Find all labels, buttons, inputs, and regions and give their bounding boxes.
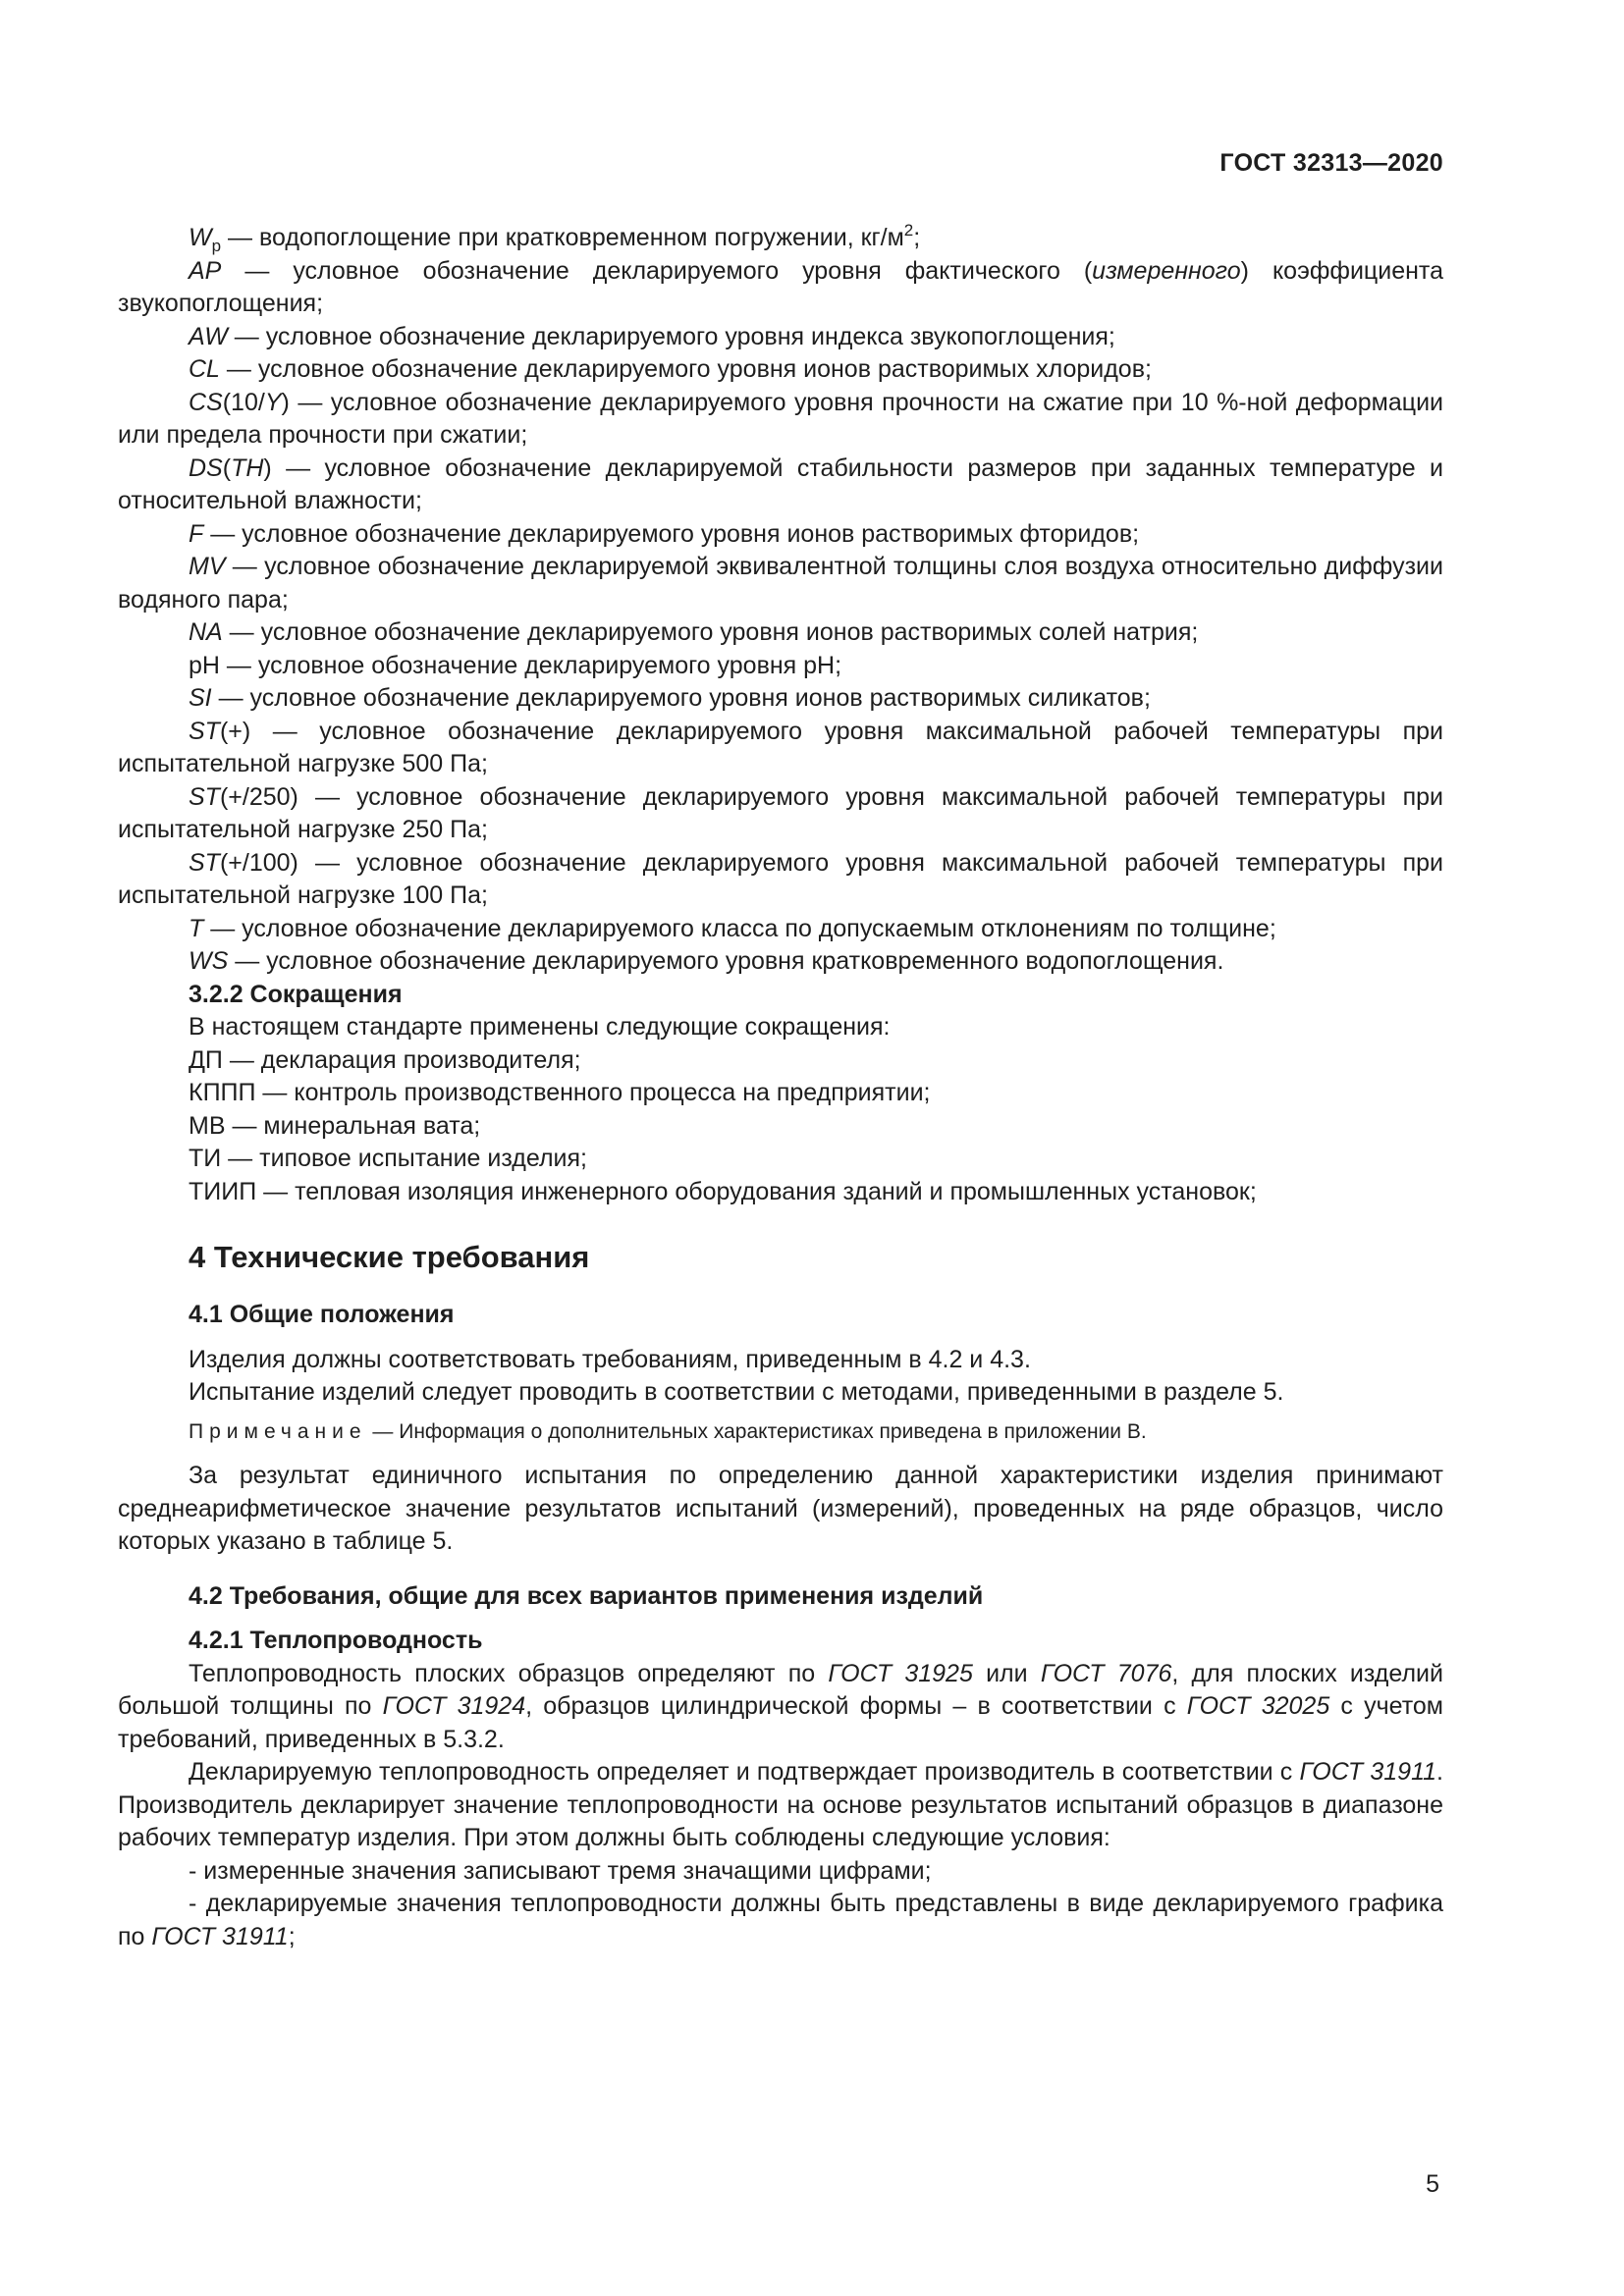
symbol-label: ST — [189, 848, 220, 877]
standard-reference: ГОСТ 31925 — [828, 1659, 973, 1687]
symbols-list — [118, 222, 1443, 979]
symbol-text: — условное обозначение декларируемого уровня ионов растворимых хлоридов; — [219, 355, 1152, 383]
symbol-label: W — [189, 224, 212, 251]
symbol-text: — условное обозначение декларируемого уровня ионов растворимых солей натрия; — [222, 618, 1199, 646]
symbol-label: NA — [189, 618, 223, 646]
abbr-heading: 3.2.2 Сокращения — [189, 980, 403, 1008]
symbol-label: T — [189, 914, 204, 942]
subsection-heading-4-1: 4.1 Общие положения — [189, 1301, 455, 1328]
abbr-item: ТИ — типовое испытание изделия; — [189, 1145, 587, 1172]
symbol-part: TH — [231, 454, 264, 482]
list-item — [118, 1888, 1443, 1953]
paragraph: Испытание изделий следует проводить в соответствии с методами, приведенными в разделе 5. — [189, 1378, 1284, 1406]
symbol-label: pH — [189, 651, 220, 679]
symbol-text: — водопоглощение при кратковременном погружении, кг/м — [221, 224, 904, 251]
symbol-part: ( — [222, 454, 232, 482]
symbol-text: — условное обозначение декларируемого уровня кратковременного водопоглощения. — [228, 947, 1224, 975]
symbol-part: (+/250) — [219, 782, 298, 811]
standard-reference: ГОСТ 7076 — [1040, 1659, 1172, 1687]
symbol-label: CL — [189, 355, 220, 383]
abbr-item: МВ — минеральная вата; — [189, 1111, 481, 1140]
text-run: с учетом требований, приведенных в 5.3.2. — [118, 1692, 1443, 1753]
symbol-definition — [118, 453, 1443, 518]
symbol-tail: ; — [913, 224, 921, 251]
symbol-part: (+/100) — [219, 848, 298, 877]
symbol-definition — [118, 650, 1443, 683]
symbol-part: Y — [264, 388, 282, 416]
symbol-definition — [118, 353, 1443, 387]
text-run: , для плоских изделий большой толщины по — [118, 1659, 1443, 1720]
page-header: ГОСТ 32313—2020 — [1219, 149, 1443, 177]
text-run: ; — [288, 1922, 296, 1950]
symbol-label: AW — [189, 322, 228, 350]
symbol-definition — [118, 847, 1443, 913]
abbr-item: ТИИП — тепловая изоляция инженерного оборудования зданий и промышленных установок; — [189, 1177, 1257, 1205]
symbol-text: — условное обозначение декларируемого уровня ионов растворимых силикатов; — [211, 684, 1151, 712]
symbol-definition — [118, 781, 1443, 847]
symbol-definition — [118, 716, 1443, 781]
paragraph — [118, 1756, 1443, 1855]
note-text: — Информация о дополнительных характеристиках приведена в приложении В. — [366, 1419, 1147, 1443]
symbol-text: — условное обозначение декларируемого уровня фактического ( — [221, 256, 1093, 285]
text-run: Теплопроводность плоских образцов определяют по — [189, 1659, 829, 1687]
symbol-superscript: 2 — [903, 221, 914, 240]
symbol-definition — [118, 222, 1443, 255]
symbol-label: MV — [189, 553, 226, 580]
standard-reference: ГОСТ 31924 — [382, 1692, 526, 1720]
text-run: - декларируемые значения теплопроводности должны быть представлены в виде декларируемого графика по — [118, 1890, 1443, 1950]
symbol-part: (+) — [219, 717, 251, 745]
note — [118, 1415, 1443, 1449]
symbol-label: AP — [189, 256, 222, 285]
abbr-intro: В настоящем стандарте применены следующие сокращения: — [189, 1013, 891, 1041]
symbol-subscript: p — [211, 237, 222, 255]
symbol-definition — [118, 913, 1443, 946]
symbol-definition — [118, 682, 1443, 716]
symbol-text: — условное обозначение декларируемой эквивалентной толщины слоя воздуха относительно диффузии водяного пара; — [118, 553, 1443, 614]
standard-reference: ГОСТ 32025 — [1186, 1692, 1330, 1720]
text-run: Декларируемую теплопроводность определяет и подтверждает производитель в соответствии с — [189, 1758, 1300, 1786]
symbol-definition — [118, 518, 1443, 552]
symbol-definition — [118, 551, 1443, 616]
subsection-heading-4-2-1: 4.2.1 Теплопроводность — [189, 1627, 483, 1654]
text-run: или — [972, 1659, 1041, 1687]
symbol-text: ) — условное обозначение декларируемой стабильности размеров при заданных температуре и относительной влажности; — [118, 454, 1443, 514]
symbol-definition — [118, 387, 1443, 453]
symbol-text: ) — условное обозначение декларируемого уровня прочности на сжатие при 10 %-ной деформации или предела прочности при сжатии; — [118, 388, 1443, 449]
symbol-tail: ) коэффициента звукопоглощения; — [118, 256, 1443, 317]
symbol-text: — условное обозначение декларируемого уровня pH; — [219, 651, 842, 679]
symbol-text: — условное обозначение декларируемого класса по допускаемым отклонениям по толщине; — [203, 914, 1276, 942]
paragraph — [118, 1658, 1443, 1757]
symbol-text: — условное обозначение декларируемого уровня индекса звукопоглощения; — [227, 322, 1115, 350]
standard-reference: ГОСТ 31911 — [1299, 1758, 1437, 1786]
symbol-label: CS — [189, 388, 223, 416]
symbol-definition — [118, 255, 1443, 321]
symbol-text: — условное обозначение декларируемого уровня максимальной рабочей температуры при испытательной нагрузке 100 Па; — [118, 848, 1443, 909]
symbol-label: ST — [189, 717, 220, 745]
abbr-item: КППП — контроль производственного процесса на предприятии; — [189, 1079, 931, 1106]
abbr-item: ДП — декларация производителя; — [189, 1045, 581, 1074]
page-content — [118, 222, 1443, 1953]
abbr-list — [118, 1044, 1443, 1209]
list-item: - измеренные значения записывают тремя значащими цифрами; — [189, 1856, 932, 1885]
paragraph: Изделия должны соответствовать требованиям, приведенным в 4.2 и 4.3. — [189, 1345, 1031, 1373]
paragraph: За результат единичного испытания по определению данной характеристики изделия принимают среднеарифметическое значение результатов испытаний (измерений), проведенных на ряде образцов, число которых указано в таблице 5. — [118, 1462, 1443, 1555]
symbol-definition — [118, 616, 1443, 650]
symbol-label: SI — [189, 684, 212, 712]
symbol-label: DS — [189, 454, 223, 482]
text-run: , образцов цилиндрической формы – в соответствии с — [525, 1692, 1187, 1720]
symbol-label: WS — [189, 947, 229, 975]
symbol-label: ST — [189, 782, 220, 811]
symbol-text: — условное обозначение декларируемого уровня максимальной рабочей температуры при испытательной нагрузке 500 Па; — [118, 717, 1443, 777]
symbol-part: (10/ — [222, 388, 265, 416]
symbol-text: — условное обозначение декларируемого уровня максимальной рабочей температуры при испытательной нагрузке 250 Па; — [118, 782, 1443, 843]
symbol-label: F — [189, 519, 204, 548]
page-number: 5 — [1426, 2170, 1439, 2198]
symbol-definition — [118, 321, 1443, 354]
symbol-emphasis: измеренного — [1092, 256, 1241, 285]
text-run: . Производитель декларирует значение теплопроводности на основе результатов испытаний образцов в диапазоне рабочих температур изделия. При этом должны быть соблюдены следующие условия: — [118, 1758, 1443, 1851]
symbol-text: — условное обозначение декларируемого уровня ионов растворимых фторидов; — [203, 519, 1140, 548]
symbol-definition — [118, 945, 1443, 979]
subsection-heading-4-2: 4.2 Требования, общие для всех вариантов применения изделий — [189, 1581, 984, 1610]
section-title: 4 Технические требования — [189, 1240, 590, 1274]
standard-reference: ГОСТ 31911 — [151, 1922, 289, 1950]
note-label: Примечание — [189, 1419, 367, 1443]
